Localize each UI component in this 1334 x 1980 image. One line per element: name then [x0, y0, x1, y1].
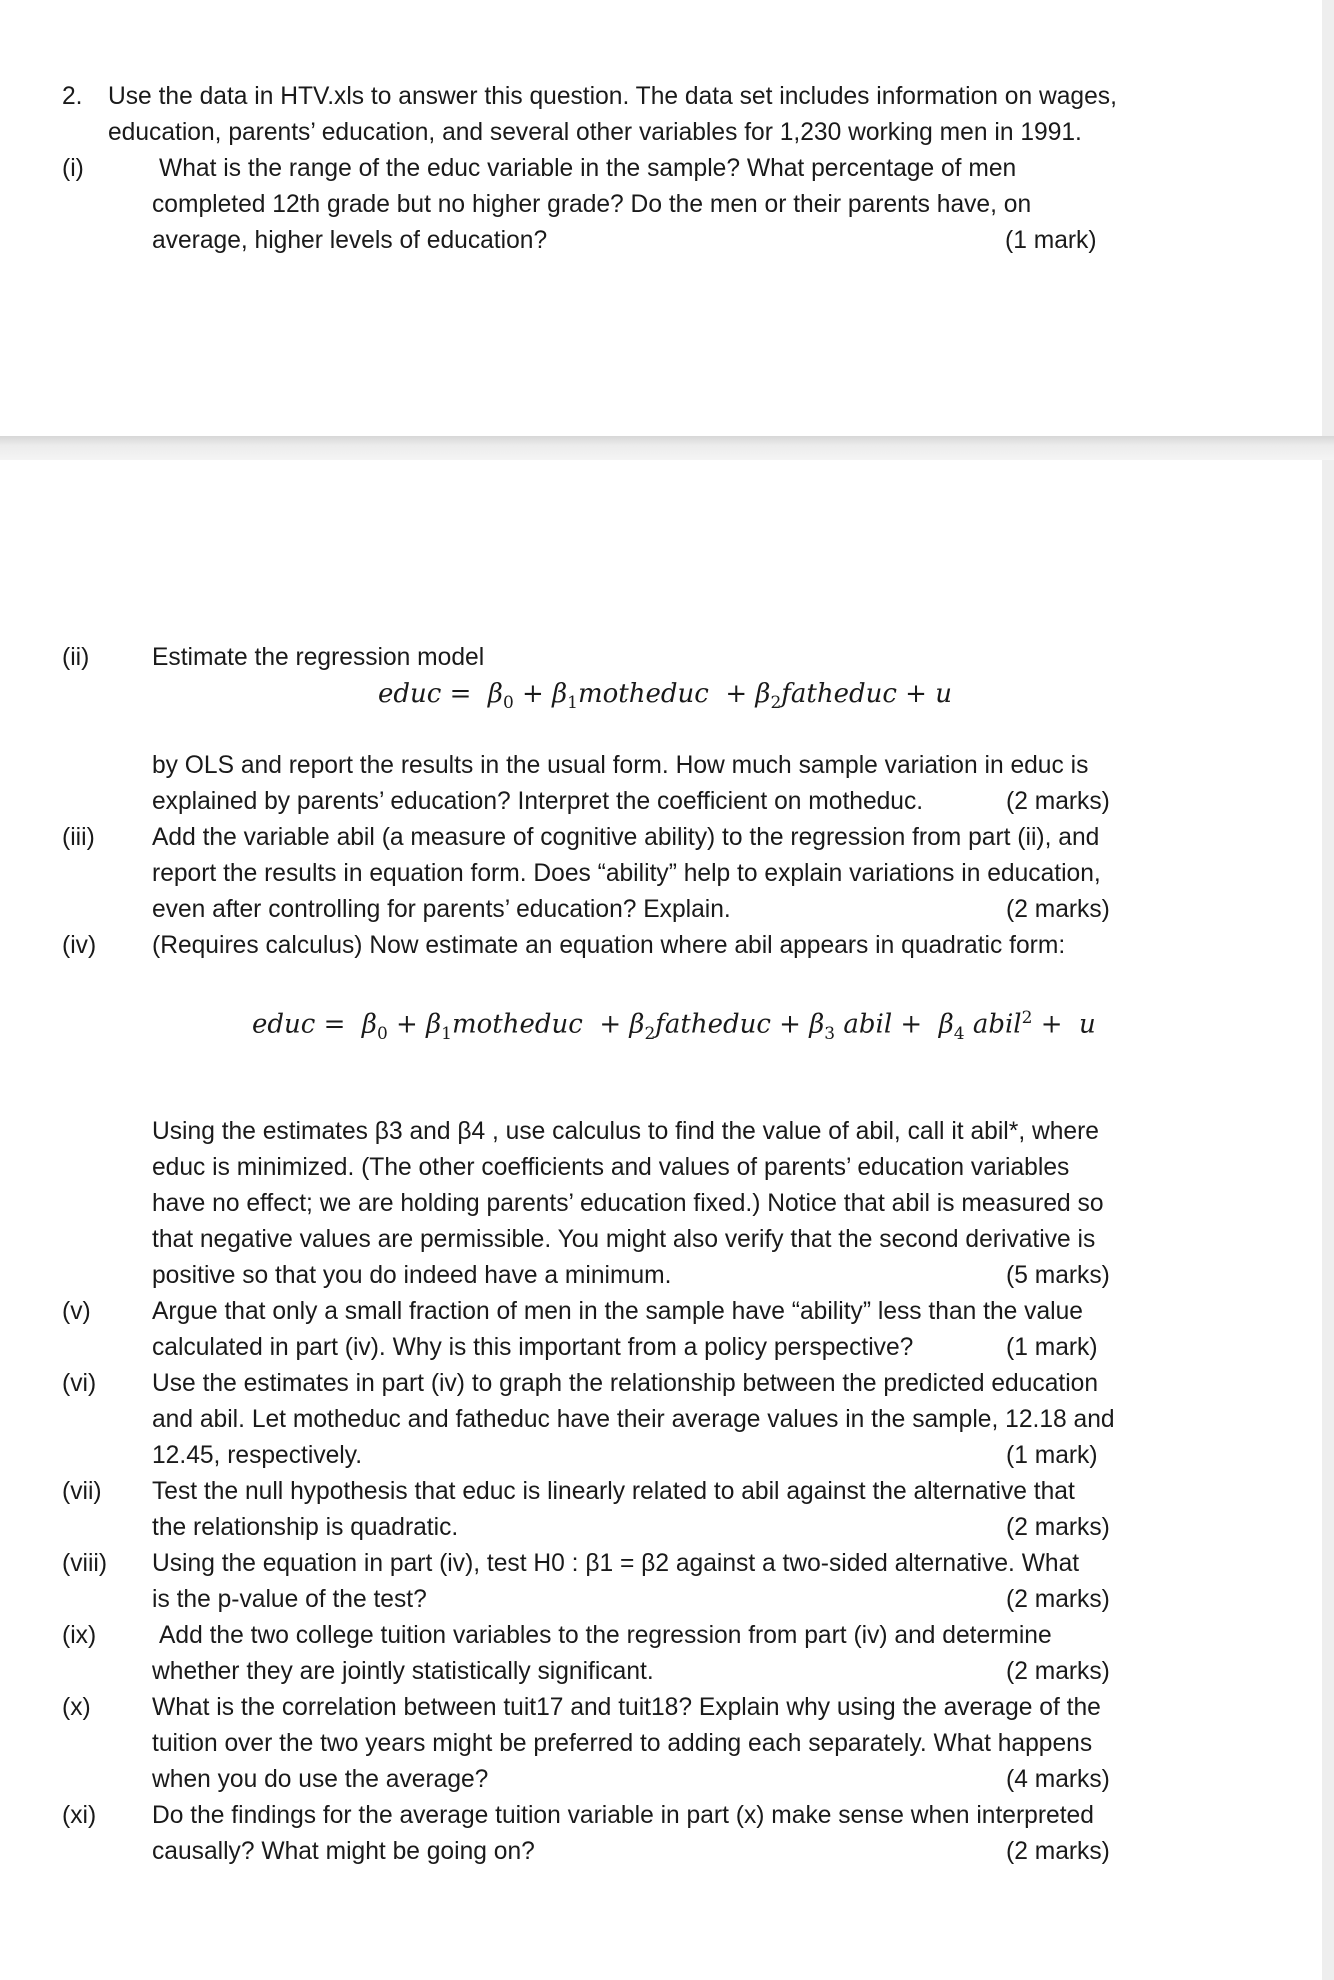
- part-ix-marks: (2 marks): [1006, 1658, 1110, 1685]
- part-i-line-3: average, higher levels of education?: [152, 227, 548, 254]
- part-iii-line-1: Add the variable abil (a measure of cognitive ability) to the regression from part (ii), and: [152, 824, 1100, 851]
- page-1: [0, 0, 1322, 436]
- page-2: [0, 460, 1322, 1980]
- part-ix-line-1: Add the two college tuition variables to the regression from part (iv) and determine: [159, 1622, 1052, 1649]
- part-iv-line-2: Using the estimates β3 and β4 , use calculus to find the value of abil, call it abil*, where: [152, 1118, 1099, 1145]
- part-iii-line-3: even after controlling for parents’ education? Explain.: [152, 896, 731, 923]
- part-i-marks: (1 mark): [1005, 227, 1097, 254]
- part-x-line-1: What is the correlation between tuit17 and tuit18? Explain why using the average of the: [152, 1694, 1101, 1721]
- part-ix-label: (ix): [62, 1622, 97, 1649]
- regression-equation-2: educ = $\beta_0$ + $\beta_1motheduc$ + $\beta_2fatheduc + \beta_3$ abil + $\beta_4$ abil$^2$ + u: [252, 1008, 1096, 1044]
- part-iv-line-3: educ is minimized. (The other coefficients and values of parents’ education variables: [152, 1154, 1070, 1181]
- part-v-line-2: calculated in part (iv). Why is this important from a policy perspective?: [152, 1334, 914, 1361]
- part-v-marks: (1 mark): [1006, 1334, 1098, 1361]
- part-vii-label: (vii): [62, 1478, 102, 1505]
- part-viii-label: (viii): [62, 1550, 108, 1577]
- part-viii-line-2: is the p-value of the test?: [152, 1586, 427, 1613]
- part-iii-line-2: report the results in equation form. Does “ability” help to explain variations in education,: [152, 860, 1101, 887]
- part-xi-line-2: causally? What might be going on?: [152, 1838, 535, 1865]
- part-iii-marks: (2 marks): [1006, 896, 1110, 923]
- part-vi-line-3: 12.45, respectively.: [152, 1442, 363, 1469]
- part-xi-label: (xi): [62, 1802, 97, 1829]
- part-ii-marks: (2 marks): [1006, 788, 1110, 815]
- part-x-marks: (4 marks): [1006, 1766, 1110, 1793]
- part-iii-label: (iii): [62, 824, 95, 851]
- page-edge: [1322, 460, 1334, 1980]
- question-number: 2.: [62, 83, 83, 110]
- part-iv-line-1: (Requires calculus) Now estimate an equation where abil appears in quadratic form:: [152, 932, 1066, 959]
- part-vii-line-2: the relationship is quadratic.: [152, 1514, 459, 1541]
- part-vi-label: (vi): [62, 1370, 97, 1397]
- page-edge: [1322, 0, 1334, 436]
- part-v-line-1: Argue that only a small fraction of men in the sample have “ability” less than the value: [152, 1298, 1083, 1325]
- part-i-line-1: What is the range of the educ variable in the sample? What percentage of men: [159, 155, 1017, 182]
- part-i-line-2: completed 12th grade but no higher grade? Do the men or their parents have, on: [152, 191, 1032, 218]
- part-ix-line-2: whether they are jointly statistically significant.: [152, 1658, 654, 1685]
- part-viii-marks: (2 marks): [1006, 1586, 1110, 1613]
- part-v-label: (v): [62, 1298, 91, 1325]
- part-x-line-3: when you do use the average?: [152, 1766, 489, 1793]
- part-vii-marks: (2 marks): [1006, 1514, 1110, 1541]
- part-ii-line-2: by OLS and report the results in the usual form. How much sample variation in educ is: [152, 752, 1089, 779]
- part-x-label: (x): [62, 1694, 91, 1721]
- part-viii-line-1: Using the equation in part (iv), test H0 : β1 = β2 against a two-sided alternative. What: [152, 1550, 1080, 1577]
- part-iv-line-6: positive so that you do indeed have a minimum.: [152, 1262, 672, 1289]
- part-vi-marks: (1 mark): [1006, 1442, 1098, 1469]
- part-iv-label: (iv): [62, 932, 97, 959]
- part-i-label: (i): [62, 155, 84, 182]
- regression-equation-1: educ = $\beta_0$ + $\beta_1motheduc$ + $\beta_2fatheduc + u$: [378, 679, 952, 714]
- part-ii-line-3: explained by parents’ education? Interpret the coefficient on motheduc.: [152, 788, 924, 815]
- part-vii-line-1: Test the null hypothesis that educ is linearly related to abil against the alternative that: [152, 1478, 1075, 1505]
- part-ii-label: (ii): [62, 644, 90, 671]
- part-ii-line-1: Estimate the regression model: [152, 644, 485, 671]
- part-xi-marks: (2 marks): [1006, 1838, 1110, 1865]
- question-intro-line-2: education, parents’ education, and several other variables for 1,230 working men in 1991.: [108, 119, 1082, 146]
- part-iv-line-5: that negative values are permissible. You might also verify that the second derivative is: [152, 1226, 1096, 1253]
- part-vi-line-1: Use the estimates in part (iv) to graph the relationship between the predicted education: [152, 1370, 1099, 1397]
- page-separator: [0, 436, 1334, 460]
- part-iv-marks: (5 marks): [1006, 1262, 1110, 1289]
- part-x-line-2: tuition over the two years might be preferred to adding each separately. What happens: [152, 1730, 1093, 1757]
- part-iv-line-4: have no effect; we are holding parents’ education fixed.) Notice that abil is measured so: [152, 1190, 1104, 1217]
- question-intro-line-1: Use the data in HTV.xls to answer this question. The data set includes information on wages,: [108, 83, 1117, 110]
- part-vi-line-2: and abil. Let motheduc and fatheduc have their average values in the sample, 12.18 and: [152, 1406, 1115, 1433]
- part-xi-line-1: Do the findings for the average tuition variable in part (x) make sense when interpreted: [152, 1802, 1094, 1829]
